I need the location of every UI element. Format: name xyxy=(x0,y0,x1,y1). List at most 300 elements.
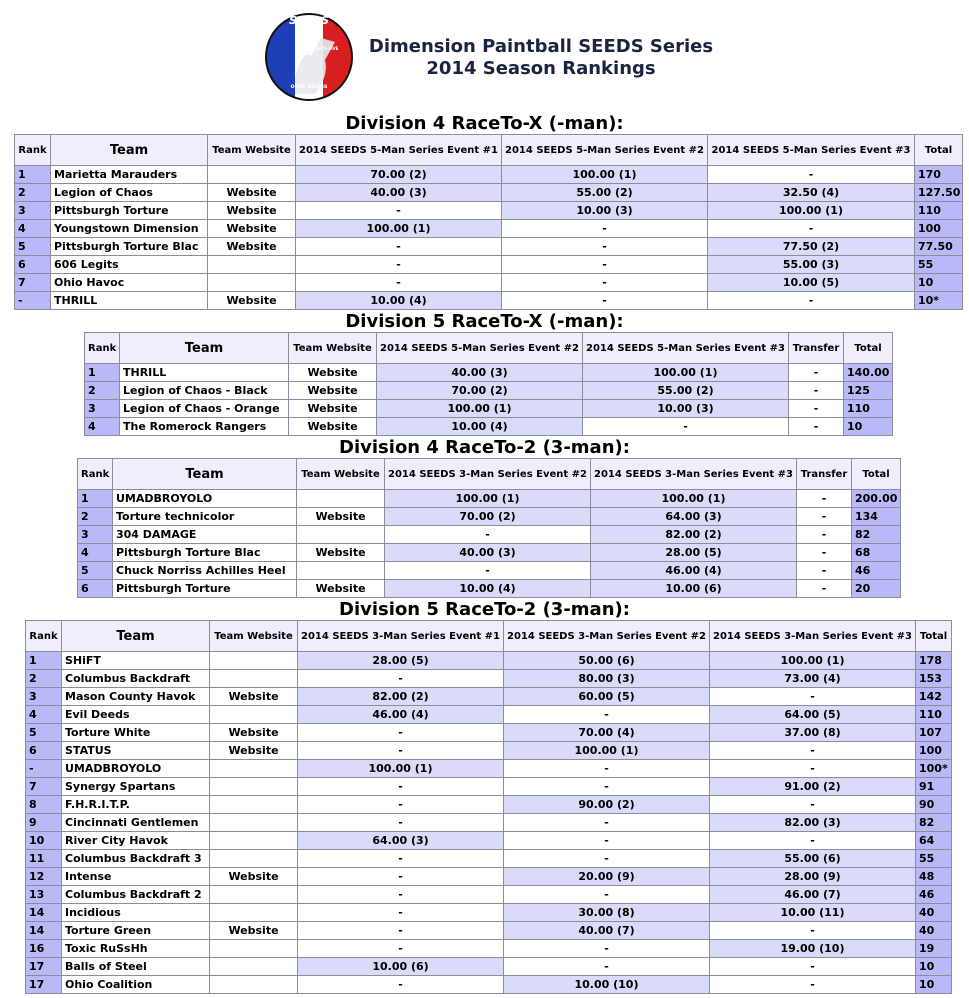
total-cell: 40 xyxy=(916,922,952,940)
event-score-cell: 10.00 (10) xyxy=(504,976,710,994)
team-name-cell: Pittsburgh Torture Blac xyxy=(113,544,297,562)
event-score-cell: - xyxy=(504,778,710,796)
event-score-cell: 70.00 (4) xyxy=(504,724,710,742)
table-row xyxy=(26,814,952,832)
logo-mid-text: RACE-TO-FIVE xyxy=(307,46,339,51)
event-score-cell: 82.00 (3) xyxy=(710,814,916,832)
division-title-1: Division 4 RaceTo-X (-man): xyxy=(345,113,624,134)
rank-cell: 1 xyxy=(15,166,51,184)
event-score-cell: 46.00 (4) xyxy=(591,562,797,580)
table-row xyxy=(15,238,963,256)
team-website-link xyxy=(297,490,385,508)
event-score-cell: - xyxy=(504,958,710,976)
team-website-link[interactable]: Website xyxy=(210,688,298,706)
event-score-cell: - xyxy=(710,688,916,706)
page-title-line2: 2014 Season Rankings xyxy=(426,58,656,79)
total-cell: 20 xyxy=(852,580,901,598)
team-website-header: Team Website xyxy=(297,459,385,490)
team-website-link[interactable]: Website xyxy=(289,418,377,436)
team-website-link[interactable]: Website xyxy=(210,868,298,886)
transfer-cell: - xyxy=(797,544,852,562)
transfer-header: Transfer xyxy=(797,459,852,490)
logo-top-text: SEEDS xyxy=(288,14,330,27)
team-name-cell: Marietta Marauders xyxy=(51,166,208,184)
event-score-cell: 70.00 (2) xyxy=(385,508,591,526)
rank-cell: 17 xyxy=(26,958,62,976)
event-score-cell: 10.00 (6) xyxy=(591,580,797,598)
total-cell: 55 xyxy=(916,850,952,868)
table-row xyxy=(26,922,952,940)
event-score-cell: 10.00 (3) xyxy=(583,400,789,418)
total-header: Total xyxy=(852,459,901,490)
event-score-cell: 40.00 (7) xyxy=(504,922,710,940)
team-website-link[interactable]: Website xyxy=(289,400,377,418)
rank-cell: 2 xyxy=(26,670,62,688)
table-row xyxy=(85,364,893,382)
team-name-cell: Incidious xyxy=(62,904,210,922)
table-row xyxy=(26,850,952,868)
rank-cell: 4 xyxy=(15,220,51,238)
event-score-cell: 64.00 (3) xyxy=(298,832,504,850)
team-website-link xyxy=(210,886,298,904)
team-name-cell: River City Havok xyxy=(62,832,210,850)
team-website-link xyxy=(210,670,298,688)
total-cell: 82 xyxy=(852,526,901,544)
transfer-cell: - xyxy=(797,508,852,526)
event-score-cell: - xyxy=(502,292,708,310)
table-row xyxy=(15,166,963,184)
team-website-link[interactable]: Website xyxy=(297,580,385,598)
team-name-cell: THRILL xyxy=(120,364,289,382)
team-website-link[interactable]: Website xyxy=(210,922,298,940)
event-score-cell: 100.00 (1) xyxy=(504,742,710,760)
team-name-cell: Legion of Chaos xyxy=(51,184,208,202)
team-website-link xyxy=(210,796,298,814)
team-website-link xyxy=(210,652,298,670)
team-name-cell: Toxic RuSsHh xyxy=(62,940,210,958)
transfer-cell: - xyxy=(797,526,852,544)
table-row xyxy=(78,508,901,526)
event-score-cell: 100.00 (1) xyxy=(710,652,916,670)
table-row xyxy=(78,562,901,580)
team-name-cell: Columbus Backdraft xyxy=(62,670,210,688)
event-score-cell: - xyxy=(504,706,710,724)
team-website-link[interactable]: Website xyxy=(297,544,385,562)
table-row xyxy=(26,706,952,724)
event-score-cell: 46.00 (4) xyxy=(298,706,504,724)
event-score-cell: - xyxy=(385,526,591,544)
team-website-link xyxy=(208,256,296,274)
event-score-cell: 100.00 (1) xyxy=(377,400,583,418)
rank-cell: - xyxy=(26,760,62,778)
event-score-cell: 80.00 (3) xyxy=(504,670,710,688)
event-score-cell: - xyxy=(298,814,504,832)
event-header: 2014 SEEDS 5-Man Series Event #3 xyxy=(583,333,789,364)
event-score-cell: - xyxy=(298,670,504,688)
team-website-link[interactable]: Website xyxy=(208,202,296,220)
event-score-cell: 10.00 (3) xyxy=(502,202,708,220)
team-website-link[interactable]: Website xyxy=(210,742,298,760)
team-website-link xyxy=(208,274,296,292)
team-name-cell: Columbus Backdraft 2 xyxy=(62,886,210,904)
team-header: Team xyxy=(51,135,208,166)
team-website-link xyxy=(210,832,298,850)
team-name-cell: Legion of Chaos - Black xyxy=(120,382,289,400)
rank-cell: 3 xyxy=(78,526,113,544)
team-website-link[interactable]: Website xyxy=(208,238,296,256)
team-website-link xyxy=(210,976,298,994)
event-score-cell: - xyxy=(298,922,504,940)
total-cell: 125 xyxy=(844,382,893,400)
event-score-cell: 55.00 (3) xyxy=(708,256,915,274)
team-website-link xyxy=(210,940,298,958)
team-header: Team xyxy=(62,621,210,652)
event-header: 2014 SEEDS 5-Man Series Event #2 xyxy=(502,135,708,166)
rank-cell: 17 xyxy=(26,976,62,994)
rank-header: Rank xyxy=(85,333,120,364)
event-score-cell: 46.00 (7) xyxy=(710,886,916,904)
rank-cell: 16 xyxy=(26,940,62,958)
event-score-cell: 55.00 (6) xyxy=(710,850,916,868)
event-header: 2014 SEEDS 5-Man Series Event #3 xyxy=(708,135,915,166)
total-cell: 40 xyxy=(916,904,952,922)
rank-cell: 5 xyxy=(15,238,51,256)
total-cell: 82 xyxy=(916,814,952,832)
team-name-cell: Chuck Norriss Achilles Heel xyxy=(113,562,297,580)
division-title-3: Division 4 RaceTo-2 (3-man): xyxy=(339,437,630,458)
event-score-cell: 70.00 (2) xyxy=(296,166,502,184)
rank-header: Rank xyxy=(26,621,62,652)
transfer-cell: - xyxy=(789,364,844,382)
rank-cell: 4 xyxy=(26,706,62,724)
team-name-cell: Torture White xyxy=(62,724,210,742)
event-score-cell: 19.00 (10) xyxy=(710,940,916,958)
rank-cell: 4 xyxy=(78,544,113,562)
event-score-cell: - xyxy=(504,886,710,904)
total-cell: 170 xyxy=(915,166,963,184)
team-website-link[interactable]: Website xyxy=(208,184,296,202)
event-score-cell: - xyxy=(710,742,916,760)
event-score-cell: - xyxy=(296,256,502,274)
event-score-cell: 77.50 (2) xyxy=(708,238,915,256)
total-cell: 46 xyxy=(916,886,952,904)
team-name-cell: Intense xyxy=(62,868,210,886)
event-score-cell: - xyxy=(298,904,504,922)
total-cell: 90 xyxy=(916,796,952,814)
event-score-cell: - xyxy=(710,760,916,778)
table-row xyxy=(85,418,893,436)
event-score-cell: - xyxy=(710,796,916,814)
event-score-cell: - xyxy=(298,868,504,886)
rank-cell: 12 xyxy=(26,868,62,886)
team-name-cell: Ohio Havoc xyxy=(51,274,208,292)
event-score-cell: - xyxy=(504,940,710,958)
table-row xyxy=(15,292,963,310)
event-score-cell: 10.00 (4) xyxy=(385,580,591,598)
event-score-cell: - xyxy=(298,940,504,958)
event-score-cell: - xyxy=(298,796,504,814)
team-name-cell: Columbus Backdraft 3 xyxy=(62,850,210,868)
event-score-cell: 91.00 (2) xyxy=(710,778,916,796)
transfer-header: Transfer xyxy=(789,333,844,364)
event-score-cell: 82.00 (2) xyxy=(591,526,797,544)
team-website-link xyxy=(210,850,298,868)
table-row xyxy=(26,796,952,814)
event-score-cell: 40.00 (3) xyxy=(385,544,591,562)
table-row xyxy=(26,904,952,922)
event-score-cell: - xyxy=(502,238,708,256)
table-row xyxy=(26,724,952,742)
table-row xyxy=(26,958,952,976)
rank-cell: 1 xyxy=(85,364,120,382)
table-row xyxy=(26,670,952,688)
page-header xyxy=(0,0,969,112)
table-header-row xyxy=(85,333,893,364)
event-score-cell: 32.50 (4) xyxy=(708,184,915,202)
division-title-2: Division 5 RaceTo-X (-man): xyxy=(345,311,624,332)
event-score-cell: - xyxy=(710,922,916,940)
total-cell: 10 xyxy=(916,976,952,994)
team-name-cell: Cincinnati Gentlemen xyxy=(62,814,210,832)
event-score-cell: - xyxy=(708,220,915,238)
event-score-cell: 55.00 (2) xyxy=(502,184,708,202)
team-name-cell: 606 Legits xyxy=(51,256,208,274)
table-row xyxy=(85,382,893,400)
event-score-cell: - xyxy=(502,256,708,274)
team-name-cell: Torture technicolor xyxy=(113,508,297,526)
team-name-cell: UMADBROYOLO xyxy=(113,490,297,508)
event-score-cell: - xyxy=(502,220,708,238)
total-cell: 46 xyxy=(852,562,901,580)
rank-cell: 3 xyxy=(85,400,120,418)
transfer-cell: - xyxy=(789,382,844,400)
seeds-series-logo xyxy=(265,8,353,106)
rank-cell: 2 xyxy=(78,508,113,526)
event-score-cell: 100.00 (1) xyxy=(583,364,789,382)
transfer-cell: - xyxy=(789,400,844,418)
event-score-cell: 60.00 (5) xyxy=(504,688,710,706)
total-cell: 142 xyxy=(916,688,952,706)
table-row xyxy=(26,688,952,706)
team-website-link xyxy=(210,958,298,976)
team-website-link xyxy=(210,814,298,832)
team-name-cell: Synergy Spartans xyxy=(62,778,210,796)
event-score-cell: - xyxy=(298,724,504,742)
rank-cell: 2 xyxy=(85,382,120,400)
rank-cell: 6 xyxy=(26,742,62,760)
total-cell: 48 xyxy=(916,868,952,886)
event-score-cell: - xyxy=(710,832,916,850)
table-row xyxy=(78,526,901,544)
event-score-cell: 100.00 (1) xyxy=(708,202,915,220)
event-score-cell: - xyxy=(504,760,710,778)
event-score-cell: - xyxy=(504,814,710,832)
rank-cell: 5 xyxy=(26,724,62,742)
total-cell: 100* xyxy=(916,760,952,778)
event-score-cell: 70.00 (2) xyxy=(377,382,583,400)
rank-cell: 11 xyxy=(26,850,62,868)
rank-cell: 14 xyxy=(26,904,62,922)
event-score-cell: - xyxy=(710,958,916,976)
event-score-cell: - xyxy=(708,166,915,184)
rank-cell: 3 xyxy=(26,688,62,706)
team-website-link[interactable]: Website xyxy=(297,508,385,526)
rank-cell: 8 xyxy=(26,796,62,814)
table-row xyxy=(15,274,963,292)
total-cell: 68 xyxy=(852,544,901,562)
event-score-cell: 10.00 (4) xyxy=(377,418,583,436)
event-header: 2014 SEEDS 5-Man Series Event #2 xyxy=(377,333,583,364)
event-header: 2014 SEEDS 3-Man Series Event #3 xyxy=(591,459,797,490)
team-name-cell: 304 DAMAGE xyxy=(113,526,297,544)
team-name-cell: Legion of Chaos - Orange xyxy=(120,400,289,418)
rankings-table-div4-racetox xyxy=(14,134,963,310)
team-website-header: Team Website xyxy=(210,621,298,652)
event-score-cell: 28.00 (5) xyxy=(298,652,504,670)
team-website-header: Team Website xyxy=(208,135,296,166)
event-score-cell: 10.00 (6) xyxy=(298,958,504,976)
event-score-cell: 50.00 (6) xyxy=(504,652,710,670)
team-website-link[interactable]: Website xyxy=(289,382,377,400)
total-cell: 110 xyxy=(916,706,952,724)
page-title xyxy=(352,36,730,80)
table-row xyxy=(26,868,952,886)
rankings-table-div5-racetox xyxy=(84,332,893,436)
total-cell: 200.00 xyxy=(852,490,901,508)
table-row xyxy=(15,202,963,220)
total-cell: 140.00 xyxy=(844,364,893,382)
table-row xyxy=(26,940,952,958)
event-score-cell: 64.00 (5) xyxy=(710,706,916,724)
event-score-cell: - xyxy=(504,832,710,850)
table-row xyxy=(78,544,901,562)
event-score-cell: - xyxy=(298,886,504,904)
transfer-cell: - xyxy=(789,418,844,436)
logo-bottom-text: ohio series xyxy=(290,83,328,90)
total-cell: 153 xyxy=(916,670,952,688)
rank-cell: 13 xyxy=(26,886,62,904)
table-row xyxy=(26,760,952,778)
total-cell: 110 xyxy=(915,202,963,220)
table-row xyxy=(15,220,963,238)
total-cell: 10 xyxy=(916,958,952,976)
team-website-link xyxy=(297,526,385,544)
team-name-cell: Pittsburgh Torture xyxy=(113,580,297,598)
team-name-cell: Youngstown Dimension xyxy=(51,220,208,238)
rank-cell: - xyxy=(15,292,51,310)
event-score-cell: 100.00 (1) xyxy=(298,760,504,778)
rank-cell: 7 xyxy=(15,274,51,292)
event-score-cell: 82.00 (2) xyxy=(298,688,504,706)
table-row xyxy=(26,886,952,904)
event-score-cell: 30.00 (8) xyxy=(504,904,710,922)
event-score-cell: - xyxy=(385,562,591,580)
rank-cell: 14 xyxy=(26,922,62,940)
table-header-row xyxy=(26,621,952,652)
event-header: 2014 SEEDS 3-Man Series Event #2 xyxy=(385,459,591,490)
team-website-header: Team Website xyxy=(289,333,377,364)
team-website-link xyxy=(210,760,298,778)
team-name-cell: Evil Deeds xyxy=(62,706,210,724)
event-score-cell: - xyxy=(583,418,789,436)
division-title-4: Division 5 RaceTo-2 (3-man): xyxy=(339,599,630,620)
event-score-cell: - xyxy=(296,202,502,220)
table-header-row xyxy=(15,135,963,166)
team-name-cell: Pittsburgh Torture Blac xyxy=(51,238,208,256)
team-name-cell: UMADBROYOLO xyxy=(62,760,210,778)
team-name-cell: STATUS xyxy=(62,742,210,760)
page-title-line1: Dimension Paintball SEEDS Series xyxy=(368,36,714,57)
event-score-cell: 20.00 (9) xyxy=(504,868,710,886)
event-score-cell: 10.00 (4) xyxy=(296,292,502,310)
event-score-cell: 40.00 (3) xyxy=(296,184,502,202)
event-score-cell: - xyxy=(298,778,504,796)
transfer-cell: - xyxy=(797,580,852,598)
rank-cell: 4 xyxy=(85,418,120,436)
event-score-cell: 100.00 (1) xyxy=(385,490,591,508)
event-score-cell: 73.00 (4) xyxy=(710,670,916,688)
table-row xyxy=(78,580,901,598)
total-header: Total xyxy=(844,333,893,364)
rank-cell: 3 xyxy=(15,202,51,220)
total-cell: 127.50 xyxy=(915,184,963,202)
rank-cell: 10 xyxy=(26,832,62,850)
team-website-link xyxy=(210,706,298,724)
team-website-link[interactable]: Website xyxy=(208,292,296,310)
transfer-cell: - xyxy=(797,490,852,508)
team-name-cell: THRILL xyxy=(51,292,208,310)
team-name-cell: The Romerock Rangers xyxy=(120,418,289,436)
transfer-cell: - xyxy=(797,562,852,580)
event-score-cell: 28.00 (5) xyxy=(591,544,797,562)
event-header: 2014 SEEDS 3-Man Series Event #1 xyxy=(298,621,504,652)
table-row xyxy=(26,778,952,796)
event-score-cell: - xyxy=(504,850,710,868)
table-row xyxy=(15,184,963,202)
table-row xyxy=(26,742,952,760)
event-score-cell: - xyxy=(298,850,504,868)
event-score-cell: 10.00 (5) xyxy=(708,274,915,292)
event-score-cell: - xyxy=(296,238,502,256)
team-website-link[interactable]: Website xyxy=(289,364,377,382)
team-website-link[interactable]: Website xyxy=(210,724,298,742)
event-score-cell: - xyxy=(298,742,504,760)
table-row xyxy=(26,832,952,850)
event-score-cell: 40.00 (3) xyxy=(377,364,583,382)
team-website-link xyxy=(210,904,298,922)
total-cell: 100 xyxy=(916,742,952,760)
rankings-table-div5-raceto2 xyxy=(25,620,952,994)
rank-cell: 5 xyxy=(78,562,113,580)
rank-cell: 2 xyxy=(15,184,51,202)
total-cell: 100 xyxy=(915,220,963,238)
total-cell: 10* xyxy=(915,292,963,310)
rank-cell: 6 xyxy=(15,256,51,274)
total-cell: 55 xyxy=(915,256,963,274)
total-cell: 19 xyxy=(916,940,952,958)
event-score-cell: 100.00 (1) xyxy=(502,166,708,184)
event-header: 2014 SEEDS 5-Man Series Event #1 xyxy=(296,135,502,166)
team-name-cell: Pittsburgh Torture xyxy=(51,202,208,220)
rank-cell: 1 xyxy=(78,490,113,508)
event-score-cell: 28.00 (9) xyxy=(710,868,916,886)
table-row xyxy=(26,976,952,994)
total-header: Total xyxy=(916,621,952,652)
team-header: Team xyxy=(113,459,297,490)
event-score-cell: - xyxy=(502,274,708,292)
team-website-link[interactable]: Website xyxy=(208,220,296,238)
team-name-cell: Mason County Havok xyxy=(62,688,210,706)
